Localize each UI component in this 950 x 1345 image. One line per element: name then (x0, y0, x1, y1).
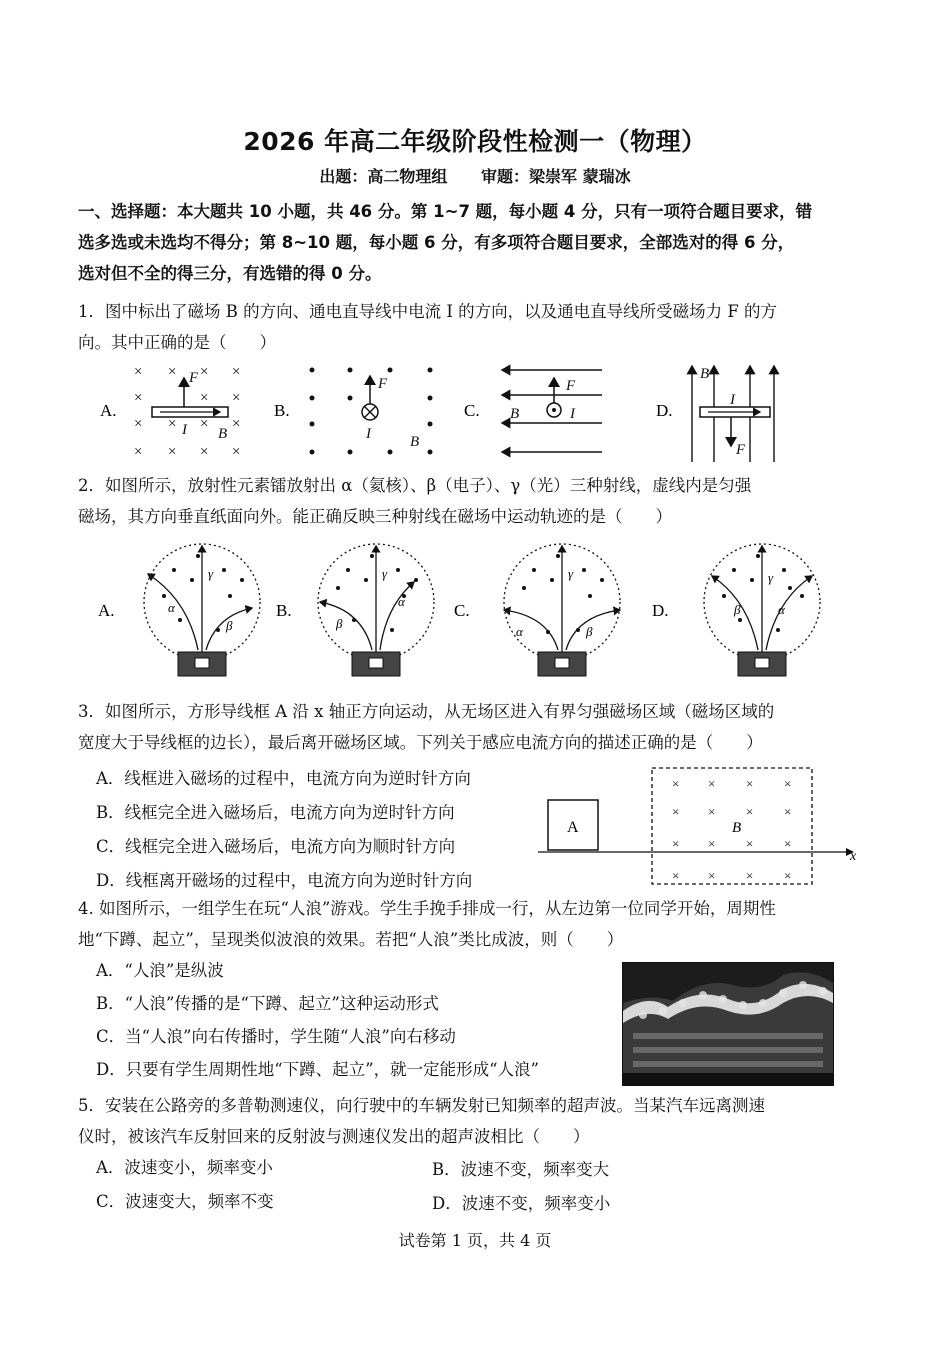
q3-options (96, 762, 472, 898)
q1-option-a-label: A. (100, 401, 117, 420)
q2-c-gamma: γ (568, 566, 574, 581)
q3-option-b[interactable]: B．线框完全进入磁场后，电流方向为逆时针方向 (96, 803, 455, 822)
q1-c-force-label: F (566, 378, 576, 394)
q4-options (96, 954, 539, 1086)
q5-option-b[interactable]: B．波速不变，频率变大 (432, 1160, 610, 1179)
q1-d-force-label: F (736, 442, 746, 458)
q1-a-current-label: I (182, 422, 187, 438)
exam-credits (0, 164, 950, 187)
svg-text:×: × (708, 868, 716, 883)
question-line: 3．如图所示，方形导线框 A 沿 x 轴正方向运动，从无场区进入有界匀强磁场区域（磁场区域的 (78, 702, 775, 721)
svg-text:×: × (708, 804, 716, 819)
svg-text:×: × (672, 776, 680, 791)
svg-text:×: × (200, 364, 209, 380)
svg-text:×: × (784, 804, 792, 819)
instruction-line: 选多选或未选均不得分；第 8~10 题，每小题 6 分，有多项符合题目要求，全部选对的得 6 分， (78, 233, 795, 252)
q5-option-a[interactable]: A．波速变小，频率变小 (96, 1158, 273, 1177)
q2-figures (90, 540, 860, 685)
svg-text:×: × (134, 444, 143, 460)
svg-text:×: × (232, 364, 241, 380)
svg-text:×: × (784, 836, 792, 851)
question-line: 2．如图所示，放射性元素镭放射出 α（氦核）、β（电子）、γ（光）三种射线，虚线内是匀强 (78, 476, 752, 495)
question-5 (78, 1090, 858, 1152)
q2-d-gamma: γ (768, 570, 774, 585)
q5-option-d[interactable]: D．波速不变，频率变小 (432, 1194, 611, 1213)
q1-figures (90, 360, 870, 465)
svg-text:×: × (232, 444, 241, 460)
svg-text:×: × (708, 836, 716, 851)
question-line: 仪时，被该汽车反射回来的反射波与测速仪发出的超声波相比（ ） (78, 1127, 590, 1146)
q2-option-b-label: B. (276, 601, 292, 620)
svg-text:×: × (168, 364, 177, 380)
q1-d-current-label: I (730, 392, 735, 408)
svg-text:×: × (134, 390, 143, 406)
q2-a-beta: β (226, 618, 233, 633)
q1-c-field-label: B (510, 406, 520, 422)
svg-text:×: × (672, 804, 680, 819)
question-line: 5．安装在公路旁的多普勒测速仪，向行驶中的车辆发射已知频率的超声波。当某汽车远离测速 (78, 1096, 765, 1115)
q1-option-b-label: B. (274, 401, 290, 420)
q2-a-alpha: α (168, 600, 175, 615)
q1-b-current-label: I (366, 426, 371, 442)
question-4 (78, 893, 858, 955)
page-number: 试卷第 1 页，共 4 页 (398, 1231, 552, 1250)
svg-text:×: × (746, 836, 754, 851)
question-line: 宽度大于导线框的边长），最后离开磁场区域。下列关于感应电流方向的描述正确的是（ ） (78, 733, 763, 752)
q1-figure-b (310, 368, 433, 455)
q2-c-alpha: α (516, 624, 523, 639)
q4-option-a[interactable]: A．“人浪”是纵波 (96, 961, 224, 980)
q1-a-field-label: B (218, 426, 228, 442)
q1-figure-d (692, 366, 774, 462)
question-line: 向。其中正确的是（ ） (78, 333, 276, 352)
q5-option-c[interactable]: C．波速变大，频率不变 (96, 1192, 274, 1211)
reviewer-label: 审题：梁崇军 蒙瑞冰 (481, 167, 631, 186)
q2-d-beta: β (734, 602, 741, 617)
q2-figure-b (318, 544, 434, 676)
question-line: 磁场，其方向垂直纸面向外。能正确反映三种射线在磁场中运动轨迹的是（ ） (78, 507, 672, 526)
svg-text:×: × (200, 390, 209, 406)
question-2 (78, 470, 858, 532)
q2-b-gamma: γ (382, 566, 388, 581)
question-line: 1．图中标出了磁场 B 的方向、通电直导线中电流 I 的方向，以及通电直导线所受磁场力 F 的方 (78, 302, 778, 321)
question-line: 地“下蹲、起立”，呈现类似波浪的效果。若把“人浪”类比成波，则（ ） (78, 930, 624, 949)
q3-option-a[interactable]: A．线框进入磁场的过程中，电流方向为逆时针方向 (96, 769, 471, 788)
svg-text:×: × (200, 416, 209, 432)
q1-b-field-label: B (410, 434, 420, 450)
q3-option-d[interactable]: D．线框离开磁场的过程中，电流方向为逆时针方向 (96, 871, 473, 890)
q1-option-d-label: D. (656, 401, 673, 420)
q1-option-c-label: C. (464, 401, 480, 420)
q3-figure (534, 764, 864, 888)
svg-text:×: × (746, 868, 754, 883)
svg-text:×: × (746, 804, 754, 819)
q2-b-beta: β (336, 616, 343, 631)
section-instructions (78, 196, 858, 289)
q2-option-a-label: A. (98, 601, 115, 620)
author-label: 出题：高二物理组 (319, 167, 448, 186)
svg-text:×: × (708, 776, 716, 791)
q1-c-current-label: I (570, 406, 575, 422)
svg-text:×: × (232, 390, 241, 406)
svg-text:×: × (168, 444, 177, 460)
svg-text:×: × (672, 836, 680, 851)
svg-text:×: × (784, 776, 792, 791)
q2-b-alpha: α (398, 594, 405, 609)
q2-option-c-label: C. (454, 601, 470, 620)
q2-figure-d (704, 544, 820, 676)
q4-option-c[interactable]: C．当“人浪”向右传播时，学生随“人浪”向右移动 (96, 1027, 456, 1046)
q2-c-beta: β (586, 624, 593, 639)
q2-a-gamma: γ (208, 566, 214, 581)
svg-text:×: × (200, 444, 209, 460)
q3-axis-label: x (850, 849, 857, 864)
q4-option-d[interactable]: D．只要有学生周期性地“下蹲、起立”，就一定能形成“人浪” (96, 1060, 539, 1079)
q1-figure-a (134, 364, 240, 460)
q1-d-field-label: B (700, 366, 710, 382)
q3-field-label: B (732, 820, 742, 836)
instruction-line: 一、选择题：本大题共 10 小题，共 46 分。第 1~7 题，每小题 4 分，只有一项符合题目要求，错 (78, 202, 813, 221)
question-1 (78, 296, 858, 358)
exam-title: 2026 年高二年级阶段性检测一（物理） (243, 127, 707, 156)
q2-figure-c (504, 544, 620, 676)
instruction-line: 选对但不全的得三分，有选错的得 0 分。 (78, 264, 382, 283)
svg-text:×: × (134, 416, 143, 432)
svg-text:×: × (134, 364, 143, 380)
q1-figure-c (502, 370, 602, 452)
q2-option-d-label: D. (652, 601, 669, 620)
q3-frame-label: A (567, 819, 579, 836)
q4-option-b[interactable]: B．“人浪”传播的是“下蹲、起立”这种运动形式 (96, 994, 439, 1013)
q2-figure-a (144, 544, 260, 676)
q1-a-force-label: F (189, 370, 199, 386)
svg-text:×: × (672, 868, 680, 883)
question-line: 4. 如图所示，一组学生在玩“人浪”游戏。学生手挽手排成一行，从左边第一位同学开始，周期性 (78, 899, 776, 918)
q3-option-c[interactable]: C．线框完全进入磁场后，电流方向为顺时针方向 (96, 837, 456, 856)
svg-text:×: × (168, 416, 177, 432)
svg-text:×: × (746, 776, 754, 791)
svg-text:×: × (784, 868, 792, 883)
question-3 (78, 696, 858, 758)
svg-text:×: × (232, 416, 241, 432)
human-wave-photo (622, 962, 834, 1086)
q1-b-force-label: F (378, 376, 388, 392)
q2-d-alpha: α (778, 602, 785, 617)
